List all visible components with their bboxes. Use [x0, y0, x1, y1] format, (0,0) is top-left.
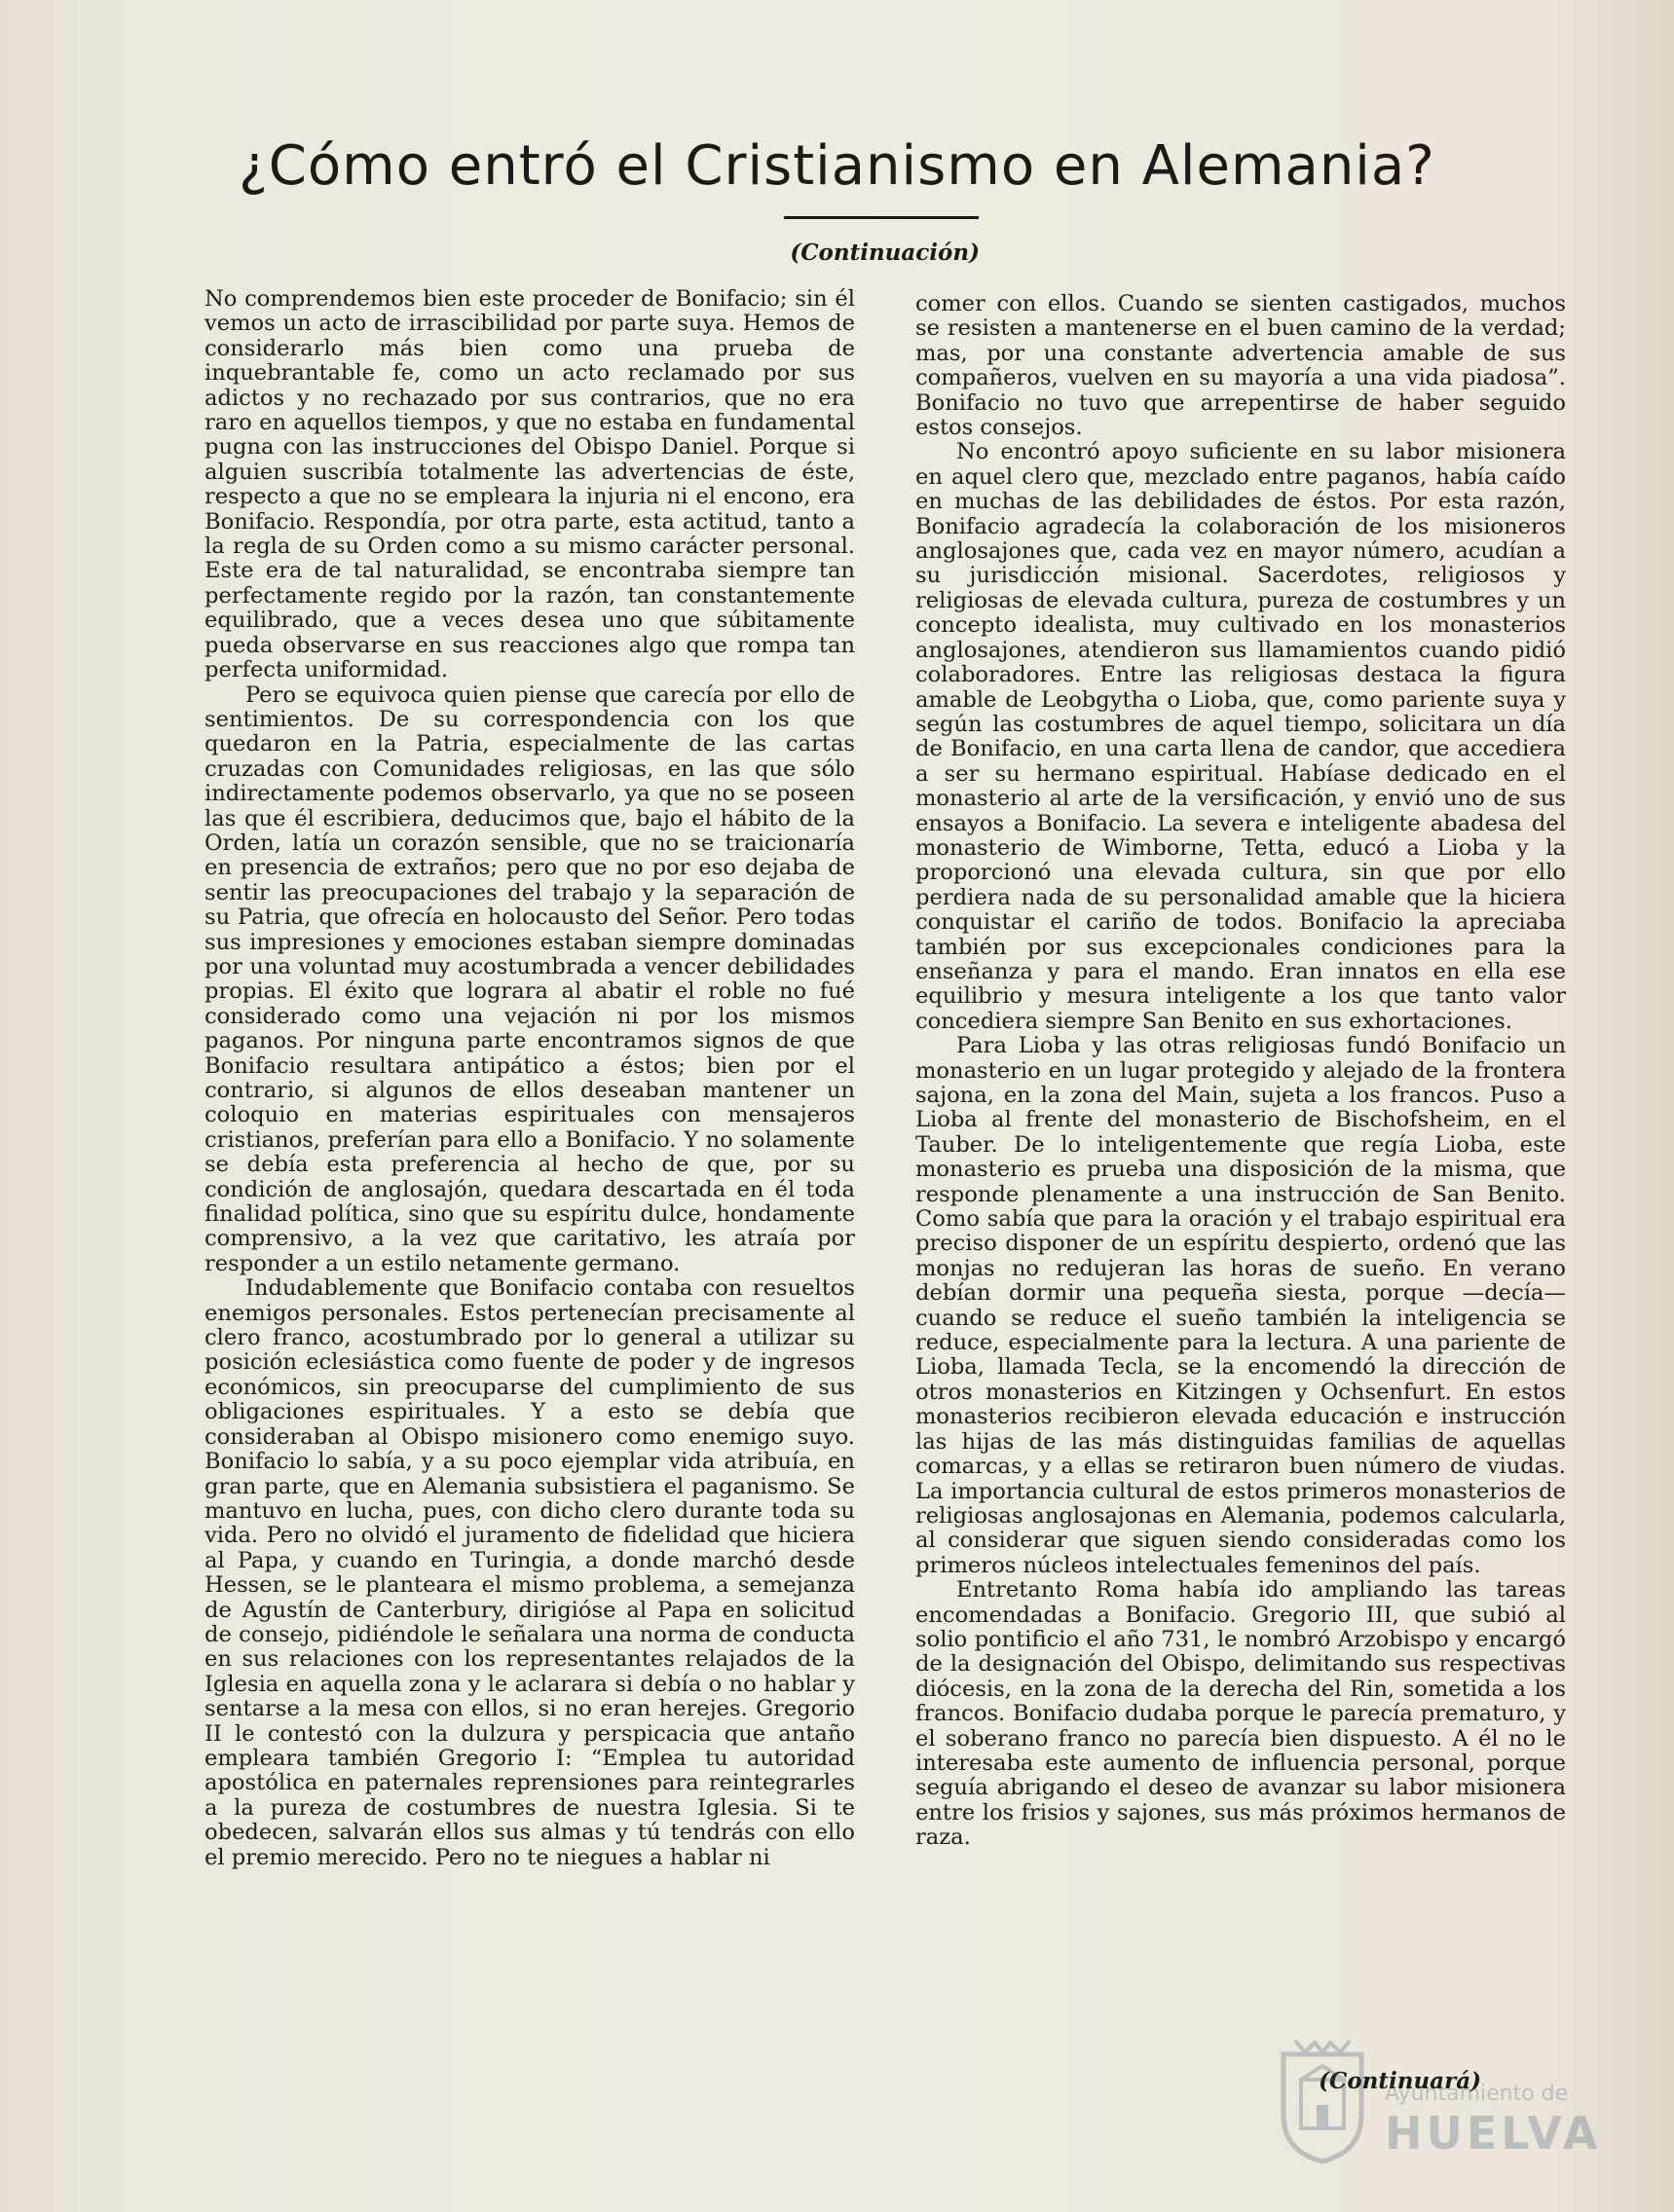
- article-title: ¿Cómo entró el Cristianismo en Alemania?: [239, 134, 1435, 198]
- watermark-city: HUELVA: [1385, 2107, 1602, 2159]
- right-column: [915, 292, 1566, 1851]
- paragraph: No encontró apoyo suficiente en su labor misionera en aquel clero que, mezclado entre paganos, había caído en muchas de las debilidades de éstos. Por esta razón, Bonifacio agradecía la colaboración de los misioneros anglosajones que, cada vez en mayor número, acudían a su jurisdicción misional. Sacerdotes, religiosos y religiosas de elevada cultura, pureza de costumbres y un concepto idealista, muy cultivado en los monasterios anglosajones, atendieron sus llamamientos cuando pidió colaboradores. Entre las religiosas destaca la figura amable de Leobgytha o Lioba, que, como pariente suya y según las costumbres de aquel tiempo, solicitara un día de Bonifacio, en una carta llena de candor, que accediera a ser su hermano espiritual. Habíase dedicado en el monasterio al arte de la versificación, y envió uno de sus ensayos a Bonifacio. La severa e inteligente abadesa del monasterio de Wimborne, Tetta, educó a Lioba y la proporcionó una elevada cultura, sin que por ello perdiera nada de su personalidad amable que la hiciera conquistar el cariño de todos. Bonifacio la apreciaba también por sus excepcionales condiciones para la enseñanza y para el mando. Eran innatos en ella ese equilibrio y mesura inteligente a los que tanto valor concediera siempre San Benito en sus exhortaciones.: [915, 439, 1566, 1034]
- paragraph: Entretanto Roma había ido ampliando las tareas encomendadas a Bonifacio. Gregorio III, que subió al solio pontificio el año 731, le nombró Arzobispo y encargó de la designación del Obispo, delimitando sus respectivas diócesis, en la zona de la derecha del Rin, sometida a los francos. Bonifacio dudaba porque le parecía prematuro, y el soberano franco no parecía bien dispuesto. A él no le interesaba este aumento de influencia personal, porque seguía abrigando el deseo de avanzar su labor misionera entre los frisios y sajones, sus más próximos hermanos de raza.: [915, 1577, 1566, 1851]
- paragraph: Indudablemente que Bonifacio contaba con resueltos enemigos personales. Estos pertenecían precisamente al clero franco, acostumbrado por lo general a utilizar su posición eclesiástica como fuente de poder y de ingresos económicos, sin preocuparse del cumplimiento de sus obligaciones espirituales. Y a esto se debía que consideraban al Obispo misionero como enemigo suyo. Bonifacio lo sabía, y a su poco ejemplar vida atribuía, en gran parte, que en Alemania subsistiera el paganismo. Se mantuvo en lucha, pues, con dicho clero durante toda su vida. Pero no olvidó el juramento de fidelidad que hiciera al Papa, y cuando en Turingia, a donde marchó desde Hessen, se le planteara el mismo problema, a semejanza de Agustín de Canterbury, dirigióse al Papa en solicitud de consejo, pidiéndole le señalara una norma de conducta en sus relaciones con los representantes relajados de la Iglesia en aquella zona y le aclarara si debía o no hablar y sentarse a la mesa con ellos, si no eran herejes. Gregorio II le contestó con la dulzura y perspicacia que antaño empleara también Gregorio I: “Emplea tu autoridad apostólica en paternales reprensiones para reintegrarles a la pureza de costumbres de nuestra Iglesia. Si te obedecen, salvarán ellos sus almas y tú tendrás con ello el premio merecido. Pero no te niegues a hablar ni: [205, 1275, 855, 1870]
- coat-of-arms-icon: [1276, 2037, 1369, 2165]
- paragraph: comer con ellos. Cuando se sienten castigados, muchos se resisten a mantenerse en el buen camino de la verdad; mas, por una constante advertencia amable de sus compañeros, vuelven en su mayoría a una vida piadosa”. Bonifacio no tuvo que arrepentirse de haber seguido estos consejos.: [915, 291, 1566, 441]
- continued-note: (Continuará): [1319, 2068, 1481, 2094]
- paragraph: No comprendemos bien este proceder de Bonifacio; sin él vemos un acto de irrascibilidad por parte suya. Hemos de considerarlo más bien como una prueba de inquebrantable fe, como un acto reclamado por sus adictos y no rechazado por sus contrarios, que no era raro en aquellos tiempos, y que no estaba en fundamental pugna con las instrucciones del Obispo Daniel. Porque si alguien suscribía totalmente las advertencias de éste, respecto a que no se empleara la injuria ni el encono, era Bonifacio. Respondía, por otra parte, esta actitud, tanto a la regla de su Orden como a su mismo carácter personal. Este era de tal naturalidad, se encontraba siempre tan perfectamente regido por la razón, tan constantemente equilibrado, que a veces desea uno que súbitamente pueda observarse en sus reacciones algo que rompa tan perfecta uniformidad.: [205, 286, 855, 683]
- article-subtitle: (Continuación): [790, 240, 980, 266]
- paragraph: Pero se equivoca quien piense que carecía por ello de sentimientos. De su correspondencia con los que quedaron en la Patria, especialmente de las cartas cruzadas con Comunidades religiosas, en las que sólo indirectamente podemos observarlo, ya que no se poseen las que él escribiera, deducimos que, bajo el hábito de la Orden, latía un corazón sensible, que no se traicionaría en presencia de extraños; pero que no por eso dejaba de sentir las preocupaciones del trabajo y la separación de su Patria, que ofrecía en holocausto del Señor. Pero todas sus impresiones y emociones estaban siempre dominadas por una voluntad muy acostumbrada a vencer debilidades propias. El éxito que lograra al abatir el roble no fué considerado como una vejación ni por los mismos paganos. Por ninguna parte encontramos signos de que Bonifacio resultara antipático a éstos; bien por el contrario, si algunos de ellos deseaban mantener un coloquio en materias espirituales con mensajeros cristianos, preferían para ello a Bonifacio. Y no solamente se debía esta preferencia al hecho de que, por su condición de anglosajón, quedara descartada en él toda finalidad política, sino que su espíritu dulce, hondamente comprensivo, a la vez que caritativo, les atraía por responder a un estilo netamente germano.: [205, 682, 855, 1276]
- left-column: [205, 287, 855, 1870]
- paragraph: Para Lioba y las otras religiosas fundó Bonifacio un monasterio en un lugar protegido y alejado de la frontera sajona, en la zona del Main, sujeta a los francos. Puso a Lioba al frente del monasterio de Bischofsheim, en el Tauber. De lo inteligentemente que regía Lioba, este monasterio es prueba una disposición de la misma, que responde plenamente a una instrucción de San Benito. Como sabía que para la oración y el trabajo espiritual era preciso disponer de un espíritu despierto, ordenó que las monjas no redujeran las horas de sueño. En verano debían dormir una pequeña siesta, porque —decía— cuando se reduce el sueño también la inteligencia se reduce, especialmente para la lectura. A una pariente de Lioba, llamada Tecla, se la encomendó la dirección de otros monasterios en Kitzingen y Ochsenfurt. En estos monasterios recibieron elevada educación e instrucción las hijas de las más distinguidas familias de aquellas comarcas, y a ellas se retiraron buen número de viudas. La importancia cultural de estos primeros monasterios de religiosas anglosajonas en Alemania, podemos calcularla, al considerar que siguen siendo consideradas como los primeros núcleos intelectuales femeninos del país.: [915, 1033, 1566, 1578]
- archive-watermark: [1276, 2037, 1607, 2193]
- watermark-text: Ayuntamiento de: [1385, 2082, 1569, 2106]
- title-rule: [784, 216, 979, 219]
